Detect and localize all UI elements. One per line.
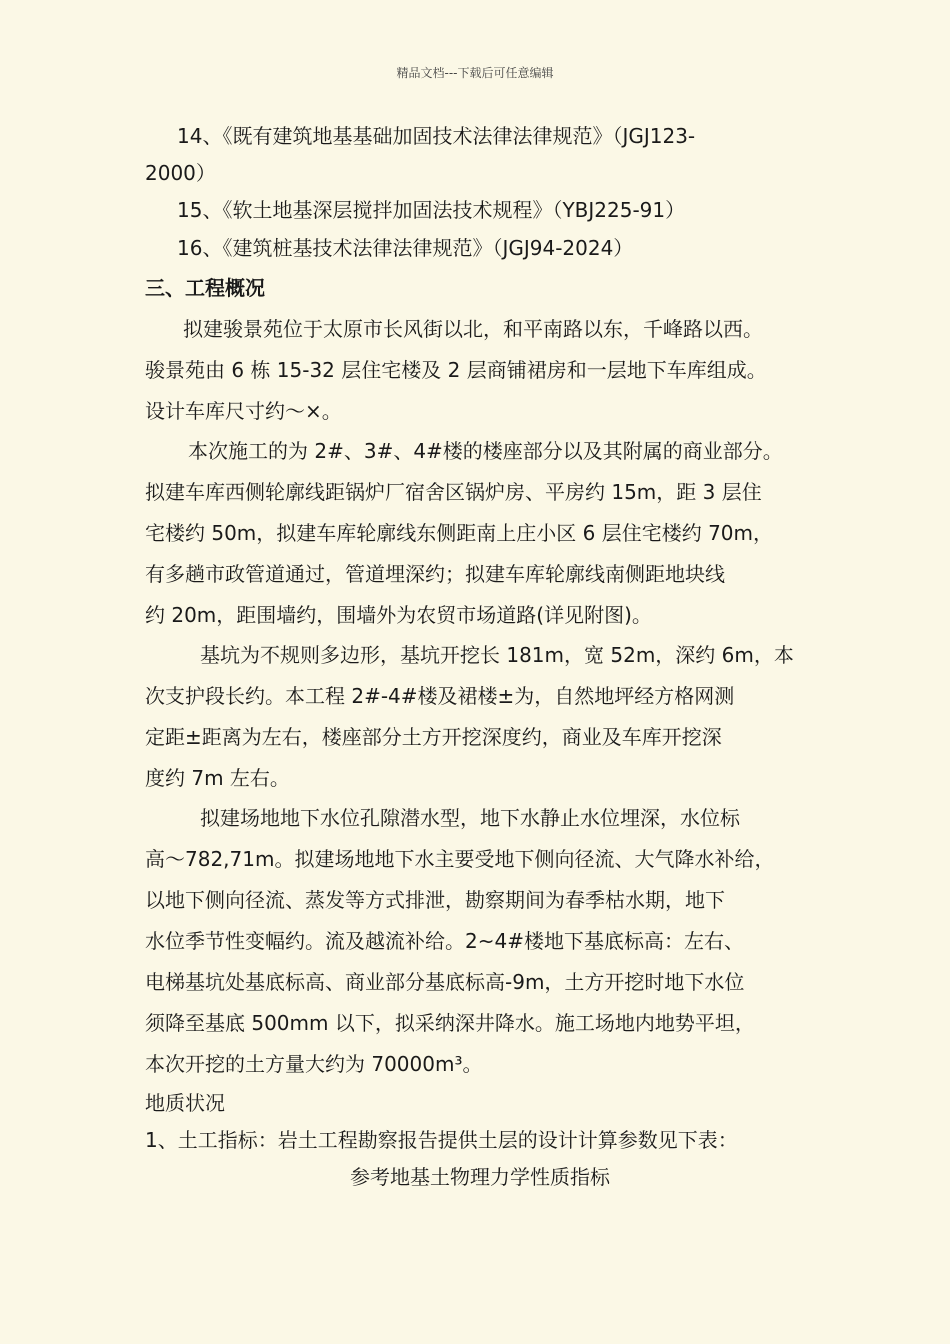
paragraph-line: 基坑为不规则多边形，基坑开挖长 181m，宽 52m，深约 6m，本: [200, 643, 794, 667]
paragraph-line: 次支护段长约。本工程 2#-4#楼及裙楼±为，自然地坪经方格网测: [145, 684, 735, 708]
geology-title: 地质状况: [145, 1091, 225, 1115]
reference-item-15: 15、《软土地基深层搅拌加固法技术规程》（YBJ225-91）: [177, 198, 686, 222]
paragraph-line: 拟建场地地下水位孔隙潜水型，地下水静止水位埋深，水位标: [200, 806, 740, 830]
paragraph-line: 本次施工的为 2#、3#、4#楼的楼座部分以及其附属的商业部分。: [188, 439, 783, 463]
table-caption: 参考地基土物理力学性质指标: [350, 1165, 610, 1189]
paragraph-line: 宅楼约 50m，拟建车库轮廓线东侧距南上庄小区 6 层住宅楼约 70m，: [145, 521, 774, 545]
paragraph-line: 水位季节性变幅约。流及越流补给。2~4#楼地下基底标高：左右、: [145, 929, 744, 953]
paragraph-line: 约 20m，距围墙约，围墙外为农贸市场道路(详见附图)。: [145, 603, 652, 627]
paragraph-line: 电梯基坑处基底标高、商业部分基底标高-9m，土方开挖时地下水位: [145, 970, 745, 994]
paragraph-line: 本次开挖的土方量大约为 70000m³。: [145, 1052, 483, 1076]
paragraph-line: 度约 7m 左右。: [145, 766, 290, 790]
reference-item-14-cont: 2000）: [145, 161, 216, 185]
page-header: 精品文档---下载后可任意编辑: [396, 66, 554, 80]
section-title: 三、工程概况: [145, 276, 265, 300]
paragraph-line: 拟建骏景苑位于太原市长风街以北，和平南路以东，千峰路以西。: [183, 317, 763, 341]
paragraph-line: 骏景苑由 6 栋 15-32 层住宅楼及 2 层商铺裙房和一层地下车库组成。: [145, 358, 767, 382]
paragraph-line: 以地下侧向径流、蒸发等方式排泄，勘察期间为春季枯水期，地下: [145, 888, 725, 912]
paragraph-line: 设计车库尺寸约～×。: [145, 399, 342, 423]
paragraph-line: 高～782,71m。拟建场地地下水主要受地下侧向径流、大气降水补给，: [145, 847, 775, 871]
reference-item-16: 16、《建筑桩基技术法律法律规范》（JGJ94-2024）: [177, 236, 634, 260]
geology-item: 1、土工指标：岩土工程勘察报告提供土层的设计计算参数见下表：: [145, 1128, 738, 1152]
reference-item-14: 14、《既有建筑地基基础加固技术法律法律规范》（JGJ123-: [177, 124, 696, 148]
paragraph-line: 须降至基底 500mm 以下，拟采纳深井降水。施工场地内地势平坦，: [145, 1011, 755, 1035]
paragraph-line: 有多趟市政管道通过，管道埋深约；拟建车库轮廓线南侧距地块线: [145, 562, 725, 586]
paragraph-line: 定距±距离为左右，楼座部分土方开挖深度约，商业及车库开挖深: [145, 725, 722, 749]
paragraph-line: 拟建车库西侧轮廓线距锅炉厂宿舍区锅炉房、平房约 15m，距 3 层住: [145, 480, 762, 504]
